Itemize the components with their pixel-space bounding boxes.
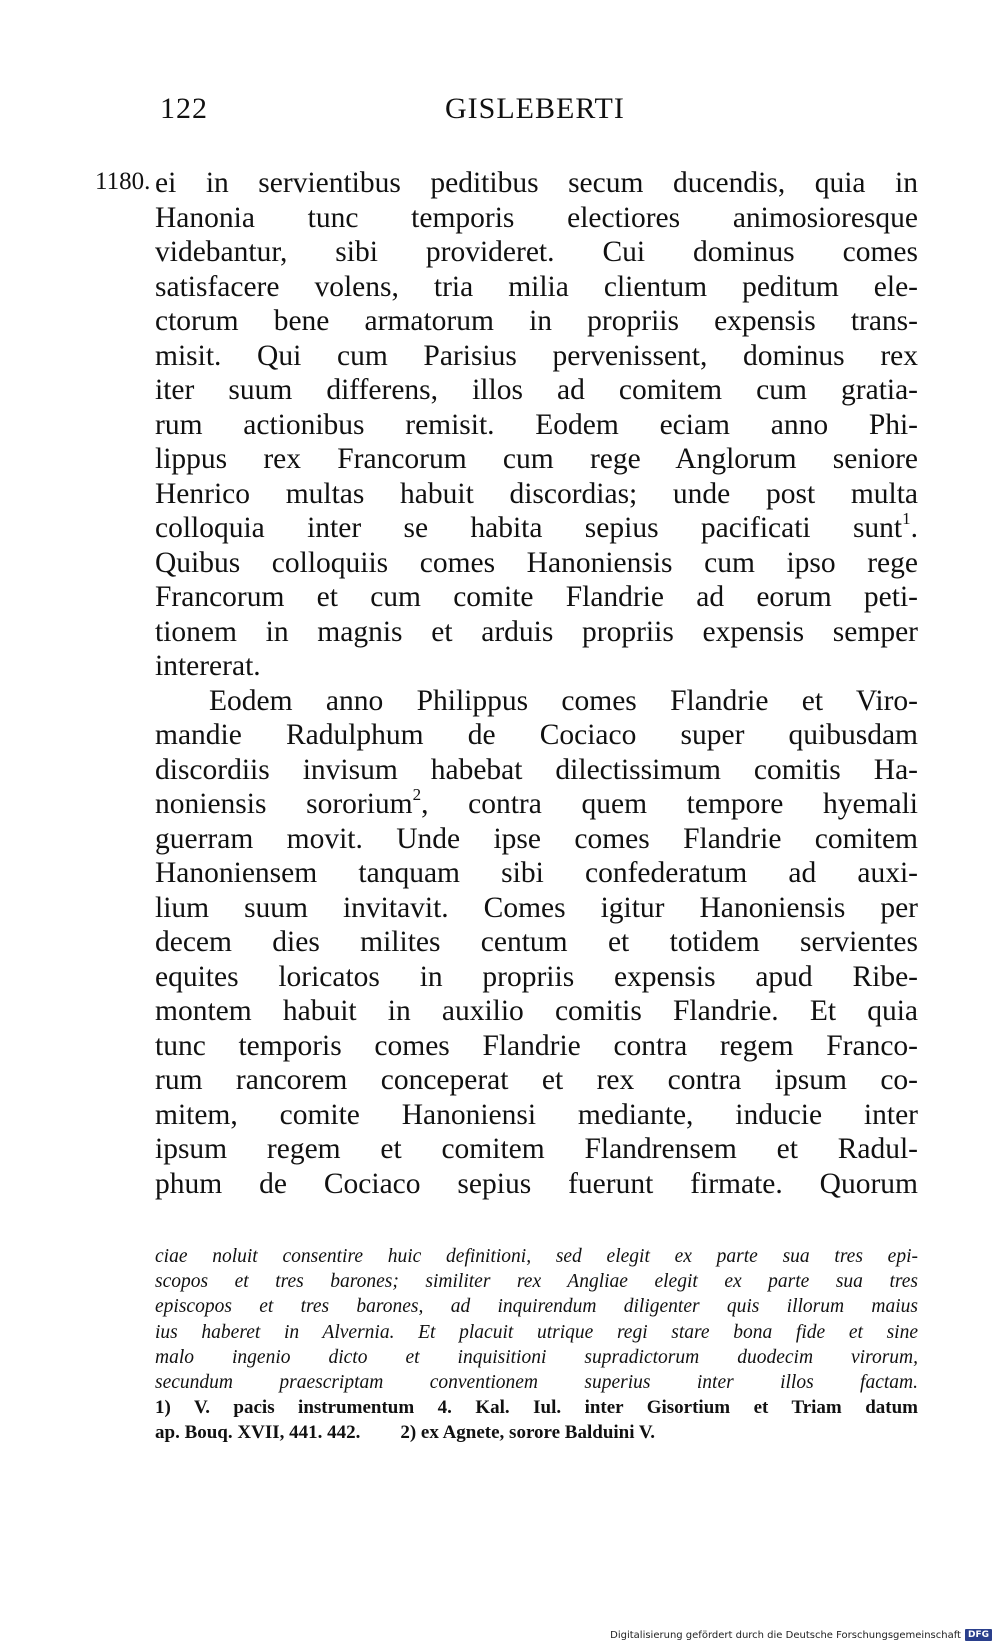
footnote-1-line-1: 1) V. pacis instrumentum 4. Kal. Iul. inter Gisortium et Triam datum: [155, 1397, 918, 1419]
text-line: Francorum et cum comite Flandrie ad eorum peti-: [155, 581, 918, 613]
footnote-1-line-2: ap. Bouq. XVII, 441. 442.: [155, 1422, 361, 1444]
text-line: Quibus colloquiis comes Hanoniensis cum ipso rege: [155, 546, 918, 579]
dfg-logo-icon: DFG: [965, 1629, 992, 1641]
text-line: equites loricatos in propriis expensis apud Ribe-: [155, 960, 918, 993]
footnotes: [155, 1244, 918, 1446]
footnote-ref-1: 1: [902, 509, 911, 528]
footnote-line: ius haberet in Alvernia. Et placuit utrique regi stare bona fide et sine: [155, 1321, 918, 1343]
text-line: videbantur, sibi provideret. Cui dominus comes: [155, 236, 918, 268]
text-line: rum actionibus remisit. Eodem eciam anno Phi-: [155, 408, 918, 441]
footnote-line: malo ingenio dicto et inquisitioni supradictorum duodecim virorum,: [155, 1346, 918, 1368]
text-line: Henrico multas habuit discordias; unde post multa: [155, 477, 918, 510]
margin-year: 1180.: [95, 168, 151, 195]
text-line: rum rancorem conceperat et rex contra ipsum co-: [155, 1064, 918, 1096]
text-line: tunc temporis comes Flandrie contra regem Franco-: [155, 1029, 918, 1062]
text-line: ctorum bene armatorum in propriis expensis trans-: [155, 305, 918, 337]
credit-text: Digitalisierung gefördert durch die Deutsche Forschungsgemeinschaft: [610, 1629, 961, 1641]
text-line: iter suum differens, illos ad comitem cum gratia-: [155, 374, 918, 406]
text-line: satisfacere volens, tria milia clientum peditum ele-: [155, 270, 918, 303]
footnote-line: secundum praescriptam conventionem superius inter illos factam.: [155, 1371, 918, 1393]
digitization-credit: [610, 1629, 992, 1641]
text-line: ei in servientibus peditibus secum ducendis, quia in: [155, 167, 918, 199]
text-line: mandie Radulphum de Cociaco super quibusdam: [155, 719, 918, 751]
text-line: lium suum invitavit. Comes igitur Hanoniensis per: [155, 891, 918, 924]
main-text: [155, 166, 918, 1201]
footnote-line: scopos et tres barones; similiter rex Angliae elegit ex parte sua tres: [155, 1271, 918, 1293]
text-segment: , contra quem tempore hyemali: [421, 788, 918, 820]
text-line: discordiis invisum habebat dilectissimum comitis Ha-: [155, 753, 918, 786]
footnote-line: episcopos et tres barones, ad inquirendum diligenter quis illorum maius: [155, 1296, 918, 1318]
text-line: Hanonia tunc temporis electiores animosioresque: [155, 201, 918, 234]
footnote-1-2-line: [155, 1420, 918, 1445]
footnote-line: ciae noluit consentire huic definitioni, sed elegit ex parte sua tres epi-: [155, 1246, 918, 1267]
running-title: GISLEBERTI: [445, 92, 625, 125]
text-segment: noniensis sororium: [155, 788, 413, 820]
text-line: Hanoniensem tanquam sibi confederatum ad auxi-: [155, 857, 918, 889]
text-line: misit. Qui cum Parisius pervenissent, dominus rex: [155, 339, 918, 372]
text-line: phum de Cociaco sepius fuerunt firmate. Quorum: [155, 1167, 918, 1200]
paragraph-start-line: Eodem anno Philippus comes Flandrie et Viro-: [209, 684, 918, 717]
text-segment: .: [910, 512, 918, 544]
page-header: [160, 92, 920, 138]
text-line: mitem, comite Hanoniensi mediante, inducie inter: [155, 1098, 918, 1131]
footnote-ref-2: 2: [412, 785, 422, 804]
text-line-with-footnote: [155, 511, 918, 546]
text-line: intererat.: [155, 650, 261, 682]
text-line-with-footnote: [155, 787, 918, 822]
page-number: 122: [160, 92, 208, 125]
text-segment: colloquia inter se habita sepius pacificati sunt: [155, 512, 903, 544]
text-line: montem habuit in auxilio comitis Flandrie. Et quia: [155, 995, 918, 1027]
text-line: tionem in magnis et arduis propriis expensis semper: [155, 615, 918, 648]
text-line: guerram movit. Unde ipse comes Flandrie comitem: [155, 822, 918, 855]
text-line: ipsum regem et comitem Flandrensem et Radul-: [155, 1133, 918, 1165]
footnote-2: 2) ex Agnete, sorore Balduini V.: [400, 1422, 655, 1444]
text-line: decem dies milites centum et totidem servientes: [155, 926, 918, 958]
text-line: lippus rex Francorum cum rege Anglorum seniore: [155, 443, 918, 475]
